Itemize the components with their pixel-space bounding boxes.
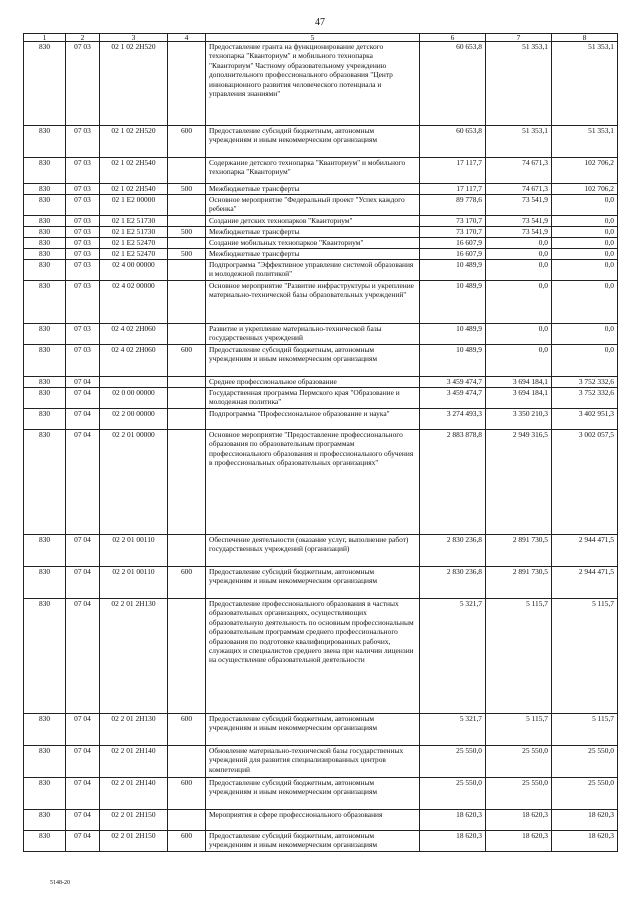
cell-description: Предоставление субсидий бюджетным, автономным учреждениям и иным некоммерческим организациям: [206, 714, 420, 746]
table-row: [24, 158, 618, 184]
cell-amount-3: 51 353,1: [552, 126, 618, 158]
cell-amount-2: 5 115,7: [486, 599, 552, 714]
cell-section: 07 03: [66, 126, 100, 158]
table-row: [24, 778, 618, 810]
table-row: [24, 345, 618, 377]
cell-amount-3: 3 752 332,6: [552, 388, 618, 409]
cell-amount-2: 3 694 184,1: [486, 388, 552, 409]
cell-amount-3: 18 620,3: [552, 810, 618, 831]
cell-amount-3: 25 550,0: [552, 746, 618, 778]
cell-admin-code: 830: [24, 409, 66, 430]
cell-description: Предоставление субсидий бюджетным, автономным учреждениям и иным некоммерческим организациям: [206, 126, 420, 158]
cell-description: Основное мероприятие "Федеральный проект "Успех каждого ребенка": [206, 195, 420, 216]
cell-section: 07 03: [66, 238, 100, 249]
cell-description: Межбюджетные трансферты: [206, 227, 420, 238]
cell-target-article: 02 4 02 2Н060: [100, 324, 168, 345]
cell-amount-1: 10 489,9: [420, 260, 486, 281]
table-row: [24, 42, 618, 126]
cell-expense-type: [168, 430, 206, 535]
cell-amount-3: 3 002 057,5: [552, 430, 618, 535]
cell-description: Основное мероприятие "Развитие инфраструктуры и укрепление материально-технической базы образовательных учреждений": [206, 281, 420, 324]
cell-amount-1: 60 653,8: [420, 42, 486, 126]
cell-amount-2: 25 550,0: [486, 778, 552, 810]
cell-amount-2: 3 350 210,3: [486, 409, 552, 430]
cell-amount-1: 10 489,9: [420, 281, 486, 324]
cell-section: 07 04: [66, 535, 100, 567]
cell-amount-2: 74 671,3: [486, 184, 552, 195]
cell-target-article: 02 2 01 00110: [100, 535, 168, 567]
cell-description: Предоставление гранта на функционирование детского технопарка "Кванториум" и мобильного технопарка "Кванториум" Частному образовательному учреждению дополнительного профессионального образования "Центр инновационного развития человеческого потенциала и управления знаниями": [206, 42, 420, 126]
cell-amount-3: 3 752 332,6: [552, 377, 618, 388]
cell-target-article: 02 4 02 00000: [100, 281, 168, 324]
cell-section: 07 04: [66, 599, 100, 714]
cell-admin-code: 830: [24, 238, 66, 249]
cell-amount-1: 25 550,0: [420, 778, 486, 810]
col-header: 5: [206, 34, 420, 42]
table-row: [24, 388, 618, 409]
cell-target-article: 02 2 01 00000: [100, 430, 168, 535]
cell-description: Среднее профессиональное образование: [206, 377, 420, 388]
col-header: 4: [168, 34, 206, 42]
cell-amount-2: 73 541,9: [486, 227, 552, 238]
cell-description: Основное мероприятие "Предоставление профессионального образования по образовательным программам профессионального образования и профессионального обучения в профессиональных образовательных организациях": [206, 430, 420, 535]
cell-expense-type: [168, 260, 206, 281]
cell-expense-type: 600: [168, 567, 206, 599]
cell-section: 07 04: [66, 714, 100, 746]
cell-section: 07 04: [66, 831, 100, 852]
cell-expense-type: [168, 324, 206, 345]
col-header: 7: [486, 34, 552, 42]
cell-admin-code: 830: [24, 260, 66, 281]
cell-expense-type: 600: [168, 778, 206, 810]
cell-description: Подпрограмма "Профессиональное образование и наука": [206, 409, 420, 430]
table-row: [24, 216, 618, 227]
cell-amount-1: 17 117,7: [420, 184, 486, 195]
cell-amount-2: 73 541,9: [486, 195, 552, 216]
cell-amount-1: 18 620,3: [420, 810, 486, 831]
cell-amount-1: 2 883 878,8: [420, 430, 486, 535]
cell-description: Предоставление субсидий бюджетным, автономным учреждениям и иным некоммерческим организациям: [206, 345, 420, 377]
cell-expense-type: 500: [168, 249, 206, 260]
cell-admin-code: 830: [24, 377, 66, 388]
col-header: 1: [24, 34, 66, 42]
cell-description: Межбюджетные трансферты: [206, 184, 420, 195]
cell-section: 07 04: [66, 388, 100, 409]
table-row: [24, 714, 618, 746]
cell-description: Мероприятия в сфере профессионального образования: [206, 810, 420, 831]
cell-section: 07 03: [66, 184, 100, 195]
cell-amount-1: 5 321,7: [420, 714, 486, 746]
header-row: [24, 34, 618, 42]
cell-expense-type: [168, 238, 206, 249]
cell-expense-type: [168, 535, 206, 567]
cell-target-article: 02 2 01 2Н130: [100, 599, 168, 714]
table-row: [24, 567, 618, 599]
table-row: [24, 599, 618, 714]
cell-section: 07 03: [66, 324, 100, 345]
cell-target-article: 02 1 Е2 52470: [100, 238, 168, 249]
cell-expense-type: 600: [168, 126, 206, 158]
cell-admin-code: 830: [24, 42, 66, 126]
table-row: [24, 195, 618, 216]
budget-table: [23, 33, 618, 852]
table-row: [24, 281, 618, 324]
cell-admin-code: 830: [24, 746, 66, 778]
cell-expense-type: [168, 377, 206, 388]
cell-admin-code: 830: [24, 195, 66, 216]
cell-target-article: 02 1 02 2Н520: [100, 42, 168, 126]
cell-amount-2: 25 550,0: [486, 746, 552, 778]
cell-amount-1: 60 653,8: [420, 126, 486, 158]
cell-expense-type: 500: [168, 227, 206, 238]
cell-amount-2: 0,0: [486, 249, 552, 260]
cell-amount-2: 0,0: [486, 238, 552, 249]
cell-amount-3: 5 115,7: [552, 599, 618, 714]
col-header: 3: [100, 34, 168, 42]
cell-target-article: 02 0 00 00000: [100, 388, 168, 409]
cell-expense-type: 600: [168, 714, 206, 746]
cell-amount-3: 3 402 951,3: [552, 409, 618, 430]
cell-amount-2: 74 671,3: [486, 158, 552, 184]
table-row: [24, 260, 618, 281]
cell-admin-code: 830: [24, 249, 66, 260]
cell-expense-type: [168, 158, 206, 184]
cell-description: Подпрограмма "Эффективное управление системой образования и молодежной политикой": [206, 260, 420, 281]
cell-description: Обеспечение деятельности (оказание услуг, выполнение работ) государственных учреждений (организаций): [206, 535, 420, 567]
cell-section: 07 03: [66, 227, 100, 238]
cell-amount-2: 18 620,3: [486, 810, 552, 831]
cell-description: Предоставление субсидий бюджетным, автономным учреждениям и иным некоммерческим организациям: [206, 567, 420, 599]
cell-description: Предоставление профессионального образования в частных образовательных организациях, осуществляющих образовательную деятельность по основным профессиональным образовательным программам среднего профессионального образования по подготовке квалифицированных рабочих, служащих и специалистов среднего звена при наличии лицензии на осуществление образовательной деятельности: [206, 599, 420, 714]
cell-amount-1: 17 117,7: [420, 158, 486, 184]
cell-amount-1: 73 170,7: [420, 216, 486, 227]
cell-amount-2: 0,0: [486, 281, 552, 324]
cell-amount-1: 2 830 236,8: [420, 535, 486, 567]
cell-amount-1: 10 489,9: [420, 324, 486, 345]
cell-amount-1: 18 620,3: [420, 831, 486, 852]
cell-amount-2: 5 115,7: [486, 714, 552, 746]
cell-section: 07 03: [66, 195, 100, 216]
table-row: [24, 746, 618, 778]
cell-amount-1: 5 321,7: [420, 599, 486, 714]
cell-admin-code: 830: [24, 430, 66, 535]
page-number: 47: [315, 17, 325, 28]
cell-target-article: 02 1 02 2Н540: [100, 158, 168, 184]
cell-admin-code: 830: [24, 778, 66, 810]
cell-section: 07 04: [66, 810, 100, 831]
cell-expense-type: [168, 42, 206, 126]
cell-section: 07 04: [66, 409, 100, 430]
cell-target-article: 02 1 Е2 00000: [100, 195, 168, 216]
cell-amount-1: 16 607,9: [420, 249, 486, 260]
cell-description: Создание мобильных технопарков "Кванториум": [206, 238, 420, 249]
table-row: [24, 238, 618, 249]
col-header: 2: [66, 34, 100, 42]
cell-amount-1: 25 550,0: [420, 746, 486, 778]
table-row: [24, 324, 618, 345]
cell-description: Создание детских технопарков "Кванториум": [206, 216, 420, 227]
cell-description: Межбюджетные трансферты: [206, 249, 420, 260]
cell-section: 07 04: [66, 746, 100, 778]
cell-amount-2: 3 694 184,1: [486, 377, 552, 388]
table-row: [24, 249, 618, 260]
cell-expense-type: [168, 599, 206, 714]
cell-section: 07 04: [66, 567, 100, 599]
cell-amount-2: 0,0: [486, 345, 552, 377]
cell-amount-3: 0,0: [552, 195, 618, 216]
cell-description: Развитие и укрепление материально-технической базы государственных учреждений: [206, 324, 420, 345]
cell-amount-3: 0,0: [552, 345, 618, 377]
cell-amount-3: 102 706,2: [552, 158, 618, 184]
cell-section: 07 03: [66, 42, 100, 126]
cell-expense-type: [168, 746, 206, 778]
cell-expense-type: [168, 409, 206, 430]
cell-description: Государственная программа Пермского края "Образование и молодежная политика": [206, 388, 420, 409]
cell-amount-3: 5 115,7: [552, 714, 618, 746]
cell-section: 07 03: [66, 158, 100, 184]
cell-target-article: 02 4 00 00000: [100, 260, 168, 281]
cell-amount-3: 0,0: [552, 227, 618, 238]
cell-expense-type: [168, 388, 206, 409]
cell-target-article: 02 2 01 2Н140: [100, 778, 168, 810]
cell-admin-code: 830: [24, 388, 66, 409]
cell-admin-code: 830: [24, 184, 66, 195]
cell-admin-code: 830: [24, 158, 66, 184]
cell-description: Обновление материально-технической базы государственных учреждений для развития специализированных центров компетенций: [206, 746, 420, 778]
cell-description: Содержание детского технопарка "Кванториум" и мобильного технопарка "Кванториум": [206, 158, 420, 184]
cell-amount-1: 10 489,9: [420, 345, 486, 377]
cell-amount-1: 3 274 493,3: [420, 409, 486, 430]
cell-amount-3: 0,0: [552, 324, 618, 345]
cell-target-article: 02 1 02 2Н540: [100, 184, 168, 195]
cell-target-article: 02 1 Е2 51730: [100, 227, 168, 238]
cell-target-article: 02 2 01 2Н140: [100, 746, 168, 778]
cell-amount-1: 16 607,9: [420, 238, 486, 249]
cell-amount-3: 102 706,2: [552, 184, 618, 195]
cell-section: 07 03: [66, 281, 100, 324]
cell-admin-code: 830: [24, 567, 66, 599]
cell-admin-code: 830: [24, 810, 66, 831]
cell-amount-1: 89 778,6: [420, 195, 486, 216]
cell-admin-code: 830: [24, 831, 66, 852]
cell-amount-3: 0,0: [552, 281, 618, 324]
table-row: [24, 377, 618, 388]
cell-expense-type: [168, 810, 206, 831]
table-row: [24, 227, 618, 238]
cell-section: 07 04: [66, 377, 100, 388]
cell-description: Предоставление субсидий бюджетным, автономным учреждениям и иным некоммерческим организациям: [206, 778, 420, 810]
cell-admin-code: 830: [24, 599, 66, 714]
cell-admin-code: 830: [24, 216, 66, 227]
cell-amount-3: 0,0: [552, 260, 618, 281]
cell-amount-2: 51 353,1: [486, 42, 552, 126]
cell-target-article: [100, 377, 168, 388]
cell-section: 07 03: [66, 345, 100, 377]
cell-amount-3: 2 944 471,5: [552, 567, 618, 599]
cell-admin-code: 830: [24, 345, 66, 377]
cell-admin-code: 830: [24, 714, 66, 746]
cell-admin-code: 830: [24, 126, 66, 158]
cell-admin-code: 830: [24, 535, 66, 567]
cell-amount-1: 73 170,7: [420, 227, 486, 238]
cell-amount-3: 0,0: [552, 216, 618, 227]
table-row: [24, 430, 618, 535]
cell-amount-2: 73 541,9: [486, 216, 552, 227]
cell-amount-3: 2 944 471,5: [552, 535, 618, 567]
table-row: [24, 126, 618, 158]
cell-amount-2: 18 620,3: [486, 831, 552, 852]
cell-amount-1: 3 459 474,7: [420, 377, 486, 388]
cell-target-article: 02 2 01 2Н150: [100, 810, 168, 831]
cell-amount-2: 2 949 316,5: [486, 430, 552, 535]
cell-target-article: 02 2 01 2Н150: [100, 831, 168, 852]
cell-section: 07 03: [66, 249, 100, 260]
cell-admin-code: 830: [24, 227, 66, 238]
cell-section: 07 03: [66, 216, 100, 227]
cell-description: Предоставление субсидий бюджетным, автономным учреждениям и иным некоммерческим организациям: [206, 831, 420, 852]
table-row: [24, 810, 618, 831]
cell-expense-type: 500: [168, 184, 206, 195]
cell-amount-1: 2 830 236,8: [420, 567, 486, 599]
cell-expense-type: 600: [168, 831, 206, 852]
cell-amount-3: 18 620,3: [552, 831, 618, 852]
cell-amount-2: 2 891 730,5: [486, 567, 552, 599]
cell-target-article: 02 2 00 00000: [100, 409, 168, 430]
cell-amount-1: 3 459 474,7: [420, 388, 486, 409]
cell-target-article: 02 1 02 2Н520: [100, 126, 168, 158]
cell-amount-2: 0,0: [486, 324, 552, 345]
cell-target-article: 02 2 01 2Н130: [100, 714, 168, 746]
table-row: [24, 184, 618, 195]
footer-code: 5148-20: [50, 880, 70, 886]
table-row: [24, 831, 618, 852]
col-header: 6: [420, 34, 486, 42]
cell-target-article: 02 1 Е2 51730: [100, 216, 168, 227]
cell-target-article: 02 1 Е2 52470: [100, 249, 168, 260]
col-header: 8: [552, 34, 618, 42]
cell-target-article: 02 4 02 2Н060: [100, 345, 168, 377]
cell-amount-3: 0,0: [552, 249, 618, 260]
cell-expense-type: [168, 216, 206, 227]
cell-expense-type: [168, 281, 206, 324]
cell-expense-type: [168, 195, 206, 216]
cell-amount-2: 51 353,1: [486, 126, 552, 158]
cell-amount-3: 0,0: [552, 238, 618, 249]
cell-section: 07 04: [66, 778, 100, 810]
cell-expense-type: 600: [168, 345, 206, 377]
cell-amount-2: 2 891 730,5: [486, 535, 552, 567]
table-row: [24, 409, 618, 430]
cell-amount-3: 51 353,1: [552, 42, 618, 126]
cell-admin-code: 830: [24, 324, 66, 345]
cell-amount-3: 25 550,0: [552, 778, 618, 810]
cell-amount-2: 0,0: [486, 260, 552, 281]
cell-section: 07 03: [66, 260, 100, 281]
cell-target-article: 02 2 01 00110: [100, 567, 168, 599]
cell-admin-code: 830: [24, 281, 66, 324]
table-row: [24, 535, 618, 567]
cell-section: 07 04: [66, 430, 100, 535]
